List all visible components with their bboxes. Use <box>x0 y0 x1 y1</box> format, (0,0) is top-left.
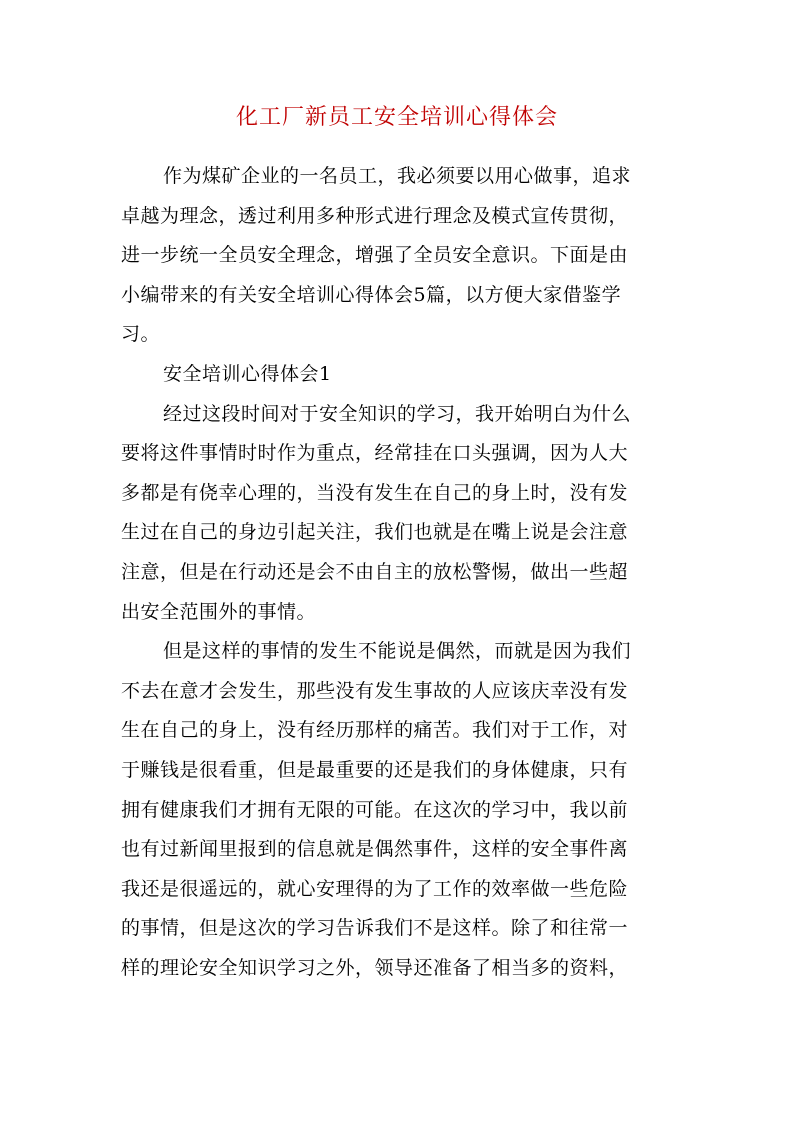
text-line: 不去在意才会发生，那些没有发生事故的人应该庆幸没有发 <box>121 679 629 702</box>
text-line: 生在自己的身上，没有经历那样的痛苦。我们对于工作，对 <box>121 719 629 742</box>
text-line: 要将这件事情时时作为重点，经常挂在口头强调，因为人大 <box>121 442 629 465</box>
text-line: 拥有健康我们才拥有无限的可能。在这次的学习中，我以前 <box>121 798 629 821</box>
text-line: 于赚钱是很看重，但是最重要的还是我们的身体健康，只有 <box>121 758 629 781</box>
text-line: 小编带来的有关安全培训心得体会5篇，以方便大家借鉴学 <box>121 283 622 306</box>
text-line: 生过在自己的身边引起关注，我们也就是在嘴上说是会注意 <box>121 521 629 544</box>
text-line: 我还是很遥远的，就心安理得的为了工作的效率做一些危险 <box>121 877 629 900</box>
text-line: 也有过新闻里报到的信息就是偶然事件，这样的安全事件离 <box>121 838 629 861</box>
document-body <box>121 157 681 988</box>
intro-paragraph <box>121 157 681 355</box>
text-line: 习。 <box>121 323 161 346</box>
text-line: 注意，但是在行动还是会不由自主的放松警惕，做出一些超 <box>121 560 629 583</box>
body-paragraph-1 <box>121 395 681 633</box>
section-heading-text: 安全培训心得体会1 <box>163 362 332 385</box>
text-line: 的事情，但是这次的学习告诉我们不是这样。除了和往常一 <box>121 917 629 940</box>
text-line: 经过这段时间对于安全知识的学习，我开始明白为什么 <box>163 402 632 425</box>
text-line: 作为煤矿企业的一名员工，我必须要以用心做事，追求 <box>163 165 632 187</box>
body-paragraph-2 <box>121 632 681 988</box>
text-line: 出安全范围外的事情。 <box>121 600 317 623</box>
text-line: 样的理论安全知识学习之外，领导还准备了相当多的资料， <box>121 956 629 979</box>
text-line: 卓越为理念，透过利用多种形式进行理念及模式宣传贯彻， <box>121 204 629 227</box>
text-line: 但是这样的事情的发生不能说是偶然，而就是因为我们 <box>163 640 632 663</box>
text-line: 多都是有侥幸心理的，当没有发生在自己的身上时，没有发 <box>121 481 629 504</box>
document-title: 化工厂新员工安全培训心得体会 <box>235 105 558 130</box>
text-line: 进一步统一全员安全理念，增强了全员安全意识。下面是由 <box>121 244 629 267</box>
section-heading <box>121 355 681 395</box>
